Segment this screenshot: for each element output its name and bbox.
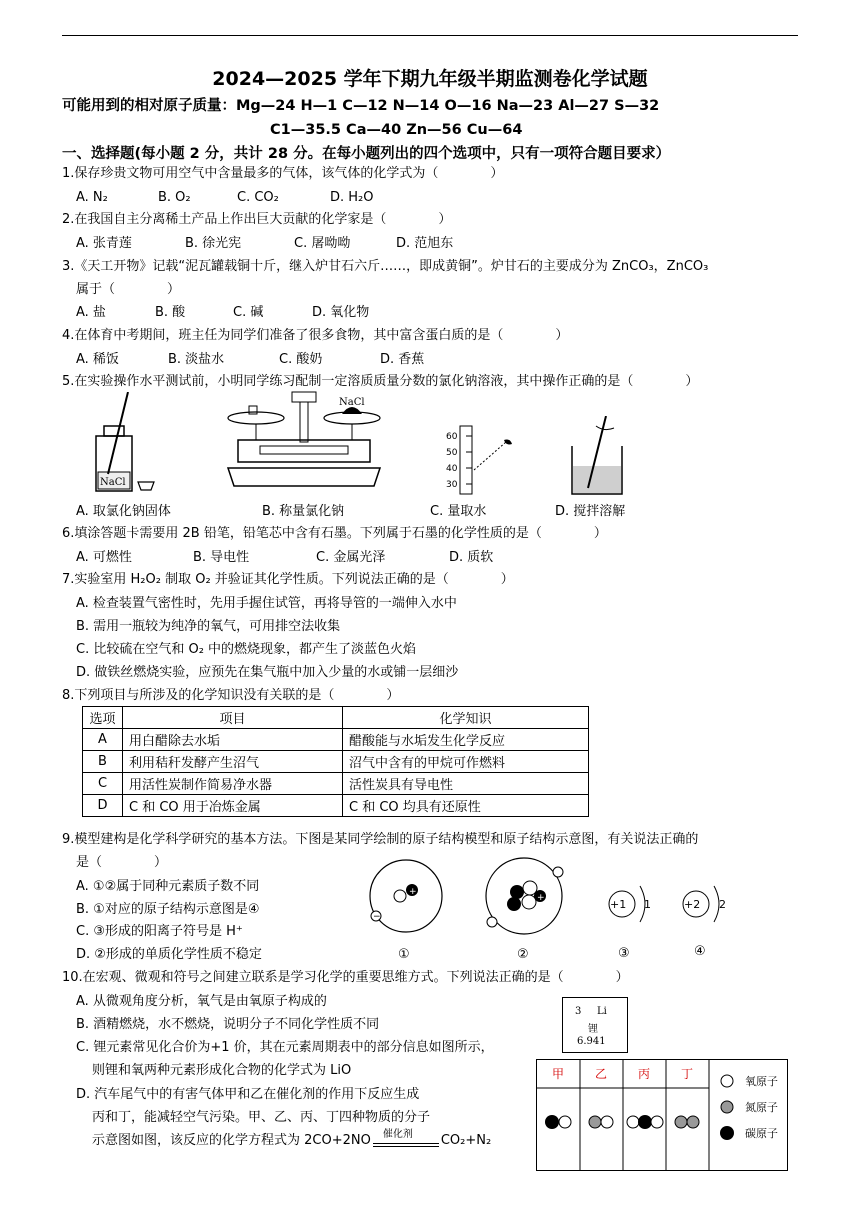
q6-option-b[interactable]: B. 导电性 [193, 550, 250, 565]
q9-stem-cont: 是（ ） [76, 855, 168, 870]
table-row[interactable] [83, 751, 589, 773]
mol-header-jia: 甲 [552, 1067, 565, 1081]
q4-option-b[interactable]: B. 淡盐水 [168, 352, 225, 367]
q5-stem: 5.在实验操作水平测试前，小明同学练习配制一定溶质质量分数的氯化钠溶液，其中操作正确的是（ ） [62, 374, 699, 389]
q6-option-c[interactable]: C. 金属光泽 [316, 550, 386, 565]
cyl-tick-30: 30 [446, 480, 458, 490]
q9-stem: 9.模型建构是化学科学研究的基本方法。下图是某同学绘制的原子结构模型和原子结构示意图，有关说法正确的 [62, 832, 699, 847]
graduated-cylinder-illustration [444, 424, 534, 496]
lithium-element-card [562, 997, 628, 1053]
table-header-row [83, 707, 589, 729]
q10-option-c[interactable]: C. 锂元素常见化合价为+1 价，其在元素周期表中的部分信息如图所示， [76, 1040, 494, 1055]
li-mass: 6.941 [577, 1036, 606, 1047]
atom-models-figure [362, 856, 762, 962]
model-label-1: ① [398, 947, 410, 962]
q10-option-a[interactable]: A. 从微观角度分析，氧气是由氧原子构成的 [76, 994, 327, 1009]
q6-option-d[interactable]: D. 质软 [449, 550, 494, 565]
table-cell: 用活性炭制作简易净水器 [123, 773, 343, 795]
q10-option-d-cont2 [92, 1129, 492, 1150]
catalyst-label: 催化剂 [382, 1129, 413, 1140]
table-cell: D [83, 795, 123, 817]
table-cell: B [83, 751, 123, 773]
li-symbol: Li [597, 1006, 607, 1017]
svg-text:+: + [409, 887, 417, 897]
mol-header-ding: 丁 [681, 1067, 694, 1081]
electron-3: 1 [644, 898, 651, 911]
nacl-bottle-illustration [88, 392, 168, 496]
model-label-3: ③ [618, 946, 630, 961]
stirring-beaker-illustration [566, 416, 636, 498]
table-cell: C 和 CO 用于冶炼金属 [123, 795, 343, 817]
q10-option-d[interactable]: D. 汽车尾气中的有害气体甲和乙在催化剂的作用下反应生成 [76, 1087, 420, 1102]
table-cell: 用白醋除去水垢 [123, 729, 343, 751]
page-title: 2024—2025 学年下期九年级半期监测卷化学试题 [212, 68, 648, 90]
q6-stem: 6.填涂答题卡需要用 2B 铅笔，铅笔芯中含有石墨。下列属于石墨的化学性质的是（ ） [62, 526, 607, 541]
header-option: 选项 [83, 707, 123, 729]
q3-option-a[interactable]: A. 盐 [76, 305, 106, 320]
q1-option-c[interactable]: C. CO₂ [237, 190, 279, 205]
q4-stem: 4.在体育中考期间，班主任为同学们准备了很多食物，其中富含蛋白质的是（ ） [62, 328, 569, 343]
svg-text:+: + [537, 893, 545, 903]
q9-option-d[interactable]: D. ②形成的单质化学性质不稳定 [76, 947, 262, 962]
q3-stem-cont: 属于（ ） [76, 282, 181, 297]
q9-option-a[interactable]: A. ①②属于同种元素质子数不同 [76, 879, 260, 894]
q10-option-b[interactable]: B. 酒精燃烧，水不燃烧，说明分子不同化学性质不同 [76, 1017, 380, 1032]
q10-option-d-cont1: 丙和丁，能减轻空气污染。甲、乙、丙、丁四种物质的分子 [92, 1110, 431, 1125]
q2-stem: 2.在我国自主分离稀土产品上作出巨大贡献的化学家是（ ） [62, 212, 452, 227]
mol-header-bing: 丙 [638, 1067, 651, 1081]
table-cell: 利用秸秆发酵产生沼气 [123, 751, 343, 773]
q3-option-d[interactable]: D. 氧化物 [312, 305, 370, 320]
q4-option-d[interactable]: D. 香蕉 [380, 352, 425, 367]
table-row[interactable] [83, 795, 589, 817]
q9-option-b[interactable]: B. ①对应的原子结构示意图是④ [76, 902, 260, 917]
q1-option-b[interactable]: B. O₂ [158, 190, 191, 205]
q7-option-c[interactable]: C. 比较硫在空气和 O₂ 中的燃烧现象，都产生了淡蓝色火焰 [76, 642, 417, 657]
table-cell: A [83, 729, 123, 751]
header-knowledge: 化学知识 [343, 707, 589, 729]
table-cell: C 和 CO 均具有还原性 [343, 795, 589, 817]
table-cell: 醋酸能与水垢发生化学反应 [343, 729, 589, 751]
model-label-4: ④ [694, 944, 706, 959]
q1-option-a[interactable]: A. N₂ [76, 190, 108, 205]
q5-option-c[interactable]: C. 量取水 [430, 504, 487, 519]
table-row[interactable] [83, 729, 589, 751]
q2-option-a[interactable]: A. 张青莲 [76, 236, 132, 251]
q7-option-b[interactable]: B. 需用一瓶较为纯净的氧气，可用排空法收集 [76, 619, 341, 634]
mol-header-yi: 乙 [595, 1067, 608, 1081]
q7-option-a[interactable]: A. 检查装置气密性时，先用手握住试管，再将导管的一端伸入水中 [76, 596, 457, 611]
q3-option-c[interactable]: C. 碱 [233, 305, 264, 320]
q7-stem: 7.实验室用 H₂O₂ 制取 O₂ 并验证其化学性质。下列说法正确的是（ ） [62, 572, 514, 587]
section-heading: 一、选择题(每小题 2 分，共计 28 分。在每小题列出的四个选项中，只有一项符合题目要求） [62, 146, 671, 162]
q5-option-d[interactable]: D. 搅拌溶解 [555, 504, 626, 519]
legend-nitrogen: 氮原子 [745, 1101, 778, 1114]
nucleus-3: +1 [610, 898, 627, 911]
q3-stem: 3.《天工开物》记载“泥瓦罐载铜十斤，继入炉甘石六斤……，即成黄铜”。炉甘石的主要成分为 ZnCO₃，ZnCO₃ [62, 259, 709, 274]
q1-stem: 1.保存珍贵文物可用空气中含量最多的气体，该气体的化学式为（ ） [62, 166, 504, 181]
balance-illustration [224, 388, 384, 498]
q9-option-c[interactable]: C. ③形成的阳离子符号是 H⁺ [76, 924, 243, 939]
q2-option-d[interactable]: D. 范旭东 [396, 236, 454, 251]
table-cell: C [83, 773, 123, 795]
balance-label: NaCl [339, 397, 365, 408]
legend-oxygen: 氧原子 [745, 1075, 778, 1088]
q7-option-d[interactable]: D. 做铁丝燃烧实验，应预先在集气瓶中加入少量的水或铺一层细沙 [76, 665, 459, 680]
q2-option-c[interactable]: C. 屠呦呦 [294, 236, 351, 251]
nucleus-4: +2 [684, 898, 701, 911]
q5-option-b[interactable]: B. 称量氯化钠 [262, 504, 345, 519]
q5-option-a[interactable]: A. 取氯化钠固体 [76, 504, 171, 519]
legend-carbon: 碳原子 [745, 1127, 778, 1140]
molecule-table-grid [537, 1060, 787, 1170]
q8-table [82, 706, 589, 817]
q10-stem: 10.在宏观、微观和符号之间建立联系是学习化学的重要思维方式。下列说法正确的是（ ） [62, 970, 629, 985]
q3-option-b[interactable]: B. 酸 [155, 305, 186, 320]
cyl-tick-40: 40 [446, 464, 458, 474]
molecule-table [536, 1059, 788, 1171]
equation-arrow [371, 1129, 441, 1150]
top-rule [62, 35, 798, 36]
q4-option-a[interactable]: A. 稀饭 [76, 352, 119, 367]
q8-stem: 8.下列项目与所涉及的化学知识没有关联的是（ ） [62, 688, 400, 703]
bottle-label: NaCl [100, 477, 126, 488]
q4-option-c[interactable]: C. 酸奶 [279, 352, 323, 367]
q1-option-d[interactable]: D. H₂O [330, 190, 374, 205]
svg-text:−: − [373, 912, 381, 922]
atomic-masses-line1: 可能用到的相对原子质量：Mg—24 H—1 C—12 N—14 O—16 Na—23 Al—27 S—32 [62, 98, 660, 114]
cyl-tick-60: 60 [446, 432, 458, 442]
header-project: 项目 [123, 707, 343, 729]
table-cell: 沼气中含有的甲烷可作燃料 [343, 751, 589, 773]
cyl-tick-50: 50 [446, 448, 458, 458]
q10-option-c-cont: 则锂和氧两种元素形成化合物的化学式为 LiO [92, 1063, 352, 1078]
q2-option-b[interactable]: B. 徐光宪 [185, 236, 242, 251]
li-number: 3 [575, 1006, 582, 1017]
model-label-2: ② [517, 947, 529, 962]
atomic-masses [62, 94, 802, 142]
q6-option-a[interactable]: A. 可燃性 [76, 550, 132, 565]
electron-4: 2 [719, 898, 726, 911]
equation-left: 示意图如图，该反应的化学方程式为 2CO+2NO [92, 1133, 371, 1148]
atomic-masses-line2: C1—35.5 Ca—40 Zn—56 Cu—64 [270, 122, 523, 138]
equation-right: CO₂+N₂ [440, 1133, 492, 1148]
table-row[interactable] [83, 773, 589, 795]
table-cell: 活性炭具有导电性 [343, 773, 589, 795]
li-name: 锂 [588, 1024, 598, 1035]
